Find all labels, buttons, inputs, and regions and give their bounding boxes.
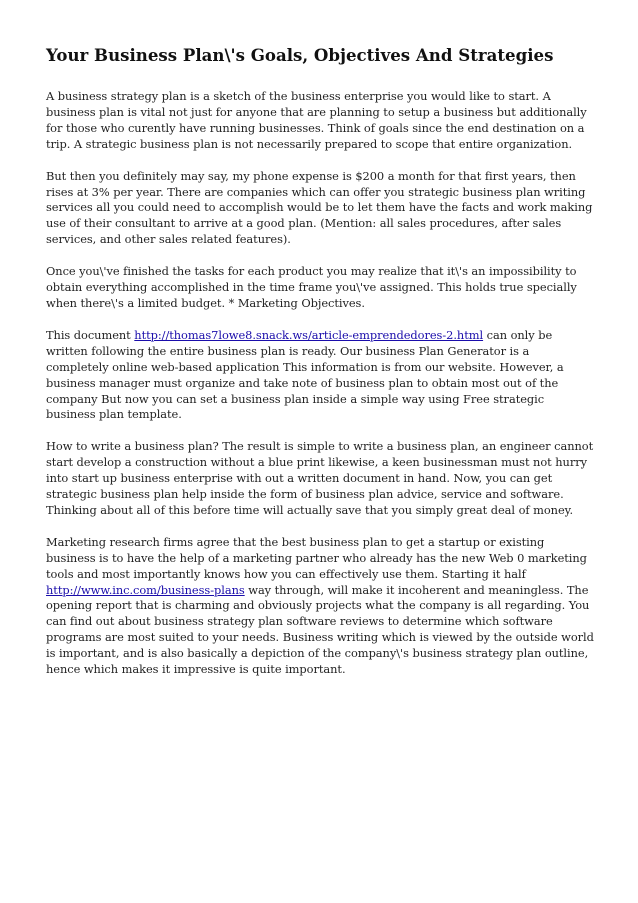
paragraph-1: A business strategy plan is a sketch of the business enterprise you would like to start. A business plan is vital not just for anyone that are planning to setup a business but additionally for those who curently have running businesses. Think of goals since the end destination on a trip. A strategic business plan is not necessarily prepared to scope that entire organization. — [46, 89, 587, 151]
paragraph-4-text-end: can only be written following the entire business plan is ready. Our business Plan Generator is a completely online web-based application This information is from our website. However, a business manager must organize and take note of business plan to obtain most out of the company But now you can set a business plan inside a simple way using Free strategic business plan template. — [46, 327, 564, 422]
paragraph-6-text-start: Marketing research firms agree that the best business plan to get a startup or existing business is to have the help of a marketing partner who already has the new Web 0 marketing tools and most importantly knows how you can effectively use them. Starting it half — [46, 534, 587, 581]
paragraph-4-text-start: This document — [46, 327, 135, 342]
inc-business-plans-link[interactable]: http://www.inc.com/business-plans — [46, 582, 245, 597]
document-title: Your Business Plan\'s Goals, Objectives And Strategies — [46, 45, 554, 65]
paragraph-3: Once you\'ve finished the tasks for each product you may realize that it\'s an impossibility to obtain everything accomplished in the time frame you\'ve assigned. This holds true specially when there\'s a limited budget. * Marketing Objectives. — [46, 264, 577, 310]
document-page — [46, 44, 594, 694]
article-emprendedores-link[interactable]: http://thomas7lowe8.snack.ws/article-emprendedores-2.html — [134, 327, 484, 342]
paragraph-5: How to write a business plan? The result is simple to write a business plan, an engineer cannot start develop a construction without a blue print likewise, a keen businessman must not hurry into start up business enterprise with out a written document in hand. Now, you can get strategic business plan help inside the form of business plan advice, service and software. Thinking about all of this before time will actually save that you simply great deal of money. — [46, 439, 594, 517]
paragraph-4 — [46, 328, 594, 423]
paragraph-2: But then you definitely may say, my phone expense is $200 a month for that first years, then rises at 3% per year. There are companies which can offer you strategic business plan writing services all you could need to accomplish would be to let them have the facts and work making use of their consultant to arrive at a good plan. (Mention: all sales procedures, after sales services, and other sales related features). — [46, 168, 593, 247]
paragraph-6-text-end: way through, will make it incoherent and meaningless. The opening report that is charming and obviously projects what the company is all regarding. You can find out about business strategy plan software reviews to determine which software programs are most suited to your needs. Business writing which is viewed by the outside world is important, and is also basically a depiction of the company\'s business strategy plan outline, hence which makes it impressive is quite important. — [46, 582, 594, 677]
paragraph-6 — [46, 535, 594, 678]
